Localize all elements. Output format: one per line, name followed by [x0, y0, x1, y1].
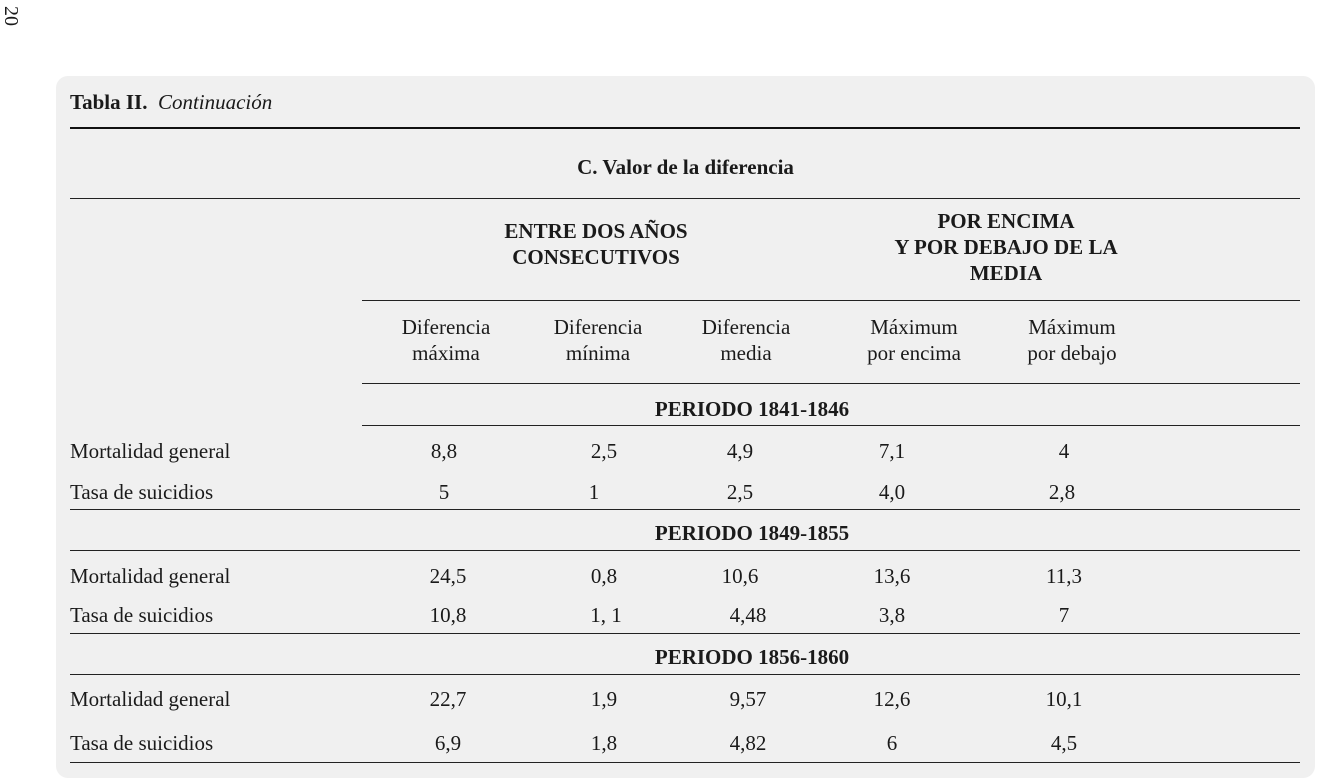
page-number: 20	[0, 6, 22, 26]
top-rule	[70, 127, 1300, 129]
table-cell: 12,6	[873, 687, 911, 711]
column-header: Diferencia mínima	[553, 315, 643, 365]
table-cell: 24,5	[429, 564, 467, 588]
period-title: PERIODO 1856-1860	[654, 645, 850, 669]
table-cell: 10,8	[429, 603, 467, 627]
section-rule	[70, 198, 1300, 199]
period-rule	[70, 674, 1300, 675]
table-cell: 1,9	[590, 687, 618, 711]
table-cell: 1,8	[590, 731, 618, 755]
table-cell: 4,0	[878, 480, 906, 504]
table-cell: 2,8	[1048, 480, 1076, 504]
table-caption	[70, 90, 272, 115]
table-cell: 10,6	[721, 564, 759, 588]
row-label: Mortalidad general	[70, 687, 231, 711]
group-rule	[362, 300, 1300, 301]
row-label: Mortalidad general	[70, 439, 231, 463]
table-cell: 7	[1058, 603, 1070, 627]
column-header: Máximum por debajo	[1027, 315, 1117, 365]
bottom-rule	[70, 762, 1300, 763]
table-cell: 4,48	[729, 603, 767, 627]
row-label: Tasa de suicidios	[70, 480, 214, 504]
group-header-consecutive: ENTRE DOS AÑOS CONSECUTIVOS	[504, 219, 688, 269]
table-cell: 2,5	[726, 480, 754, 504]
row-label: Tasa de suicidios	[70, 731, 214, 755]
table-cell: 6	[886, 731, 898, 755]
period-rule	[362, 425, 1300, 426]
table-cell: 4,9	[726, 439, 754, 463]
row-label: Mortalidad general	[70, 564, 231, 588]
table-cell: 8,8	[430, 439, 458, 463]
table-cell: 0,8	[590, 564, 618, 588]
table-cell: 22,7	[429, 687, 467, 711]
table-cell: 11,3	[1046, 564, 1082, 588]
group-header-mean: POR ENCIMA Y POR DEBAJO DE LA MEDIA	[894, 209, 1118, 285]
table-cell: 4	[1058, 439, 1070, 463]
section-title: C. Valor de la diferencia	[577, 155, 794, 179]
table-cell: 2,5	[590, 439, 618, 463]
period-title: PERIODO 1849-1855	[654, 521, 850, 545]
table-cell: 10,1	[1045, 687, 1083, 711]
period-title: PERIODO 1841-1846	[654, 397, 850, 421]
table-cell: 13,6	[873, 564, 911, 588]
column-rule	[362, 383, 1300, 384]
period-rule	[70, 550, 1300, 551]
table-cell: 4,82	[729, 731, 767, 755]
caption-label: Tabla II.	[70, 90, 148, 114]
column-header: Máximum por encima	[867, 315, 961, 365]
row-label: Tasa de suicidios	[70, 603, 214, 627]
table-cell: 1, 1	[590, 603, 622, 627]
period-divider	[70, 509, 1300, 510]
table-cell: 3,8	[878, 603, 906, 627]
table-card	[56, 76, 1315, 778]
period-divider	[70, 633, 1300, 634]
table-cell: 9,57	[729, 687, 767, 711]
table-cell: 4,5	[1050, 731, 1078, 755]
caption-subtitle: Continuación	[157, 90, 273, 114]
column-header: Diferencia media	[701, 315, 791, 365]
table-cell: 1	[588, 480, 600, 504]
table-cell: 5	[438, 480, 450, 504]
table-cell: 7,1	[878, 439, 906, 463]
table-cell: 6,9	[434, 731, 462, 755]
column-header: Diferencia máxima	[401, 315, 491, 365]
